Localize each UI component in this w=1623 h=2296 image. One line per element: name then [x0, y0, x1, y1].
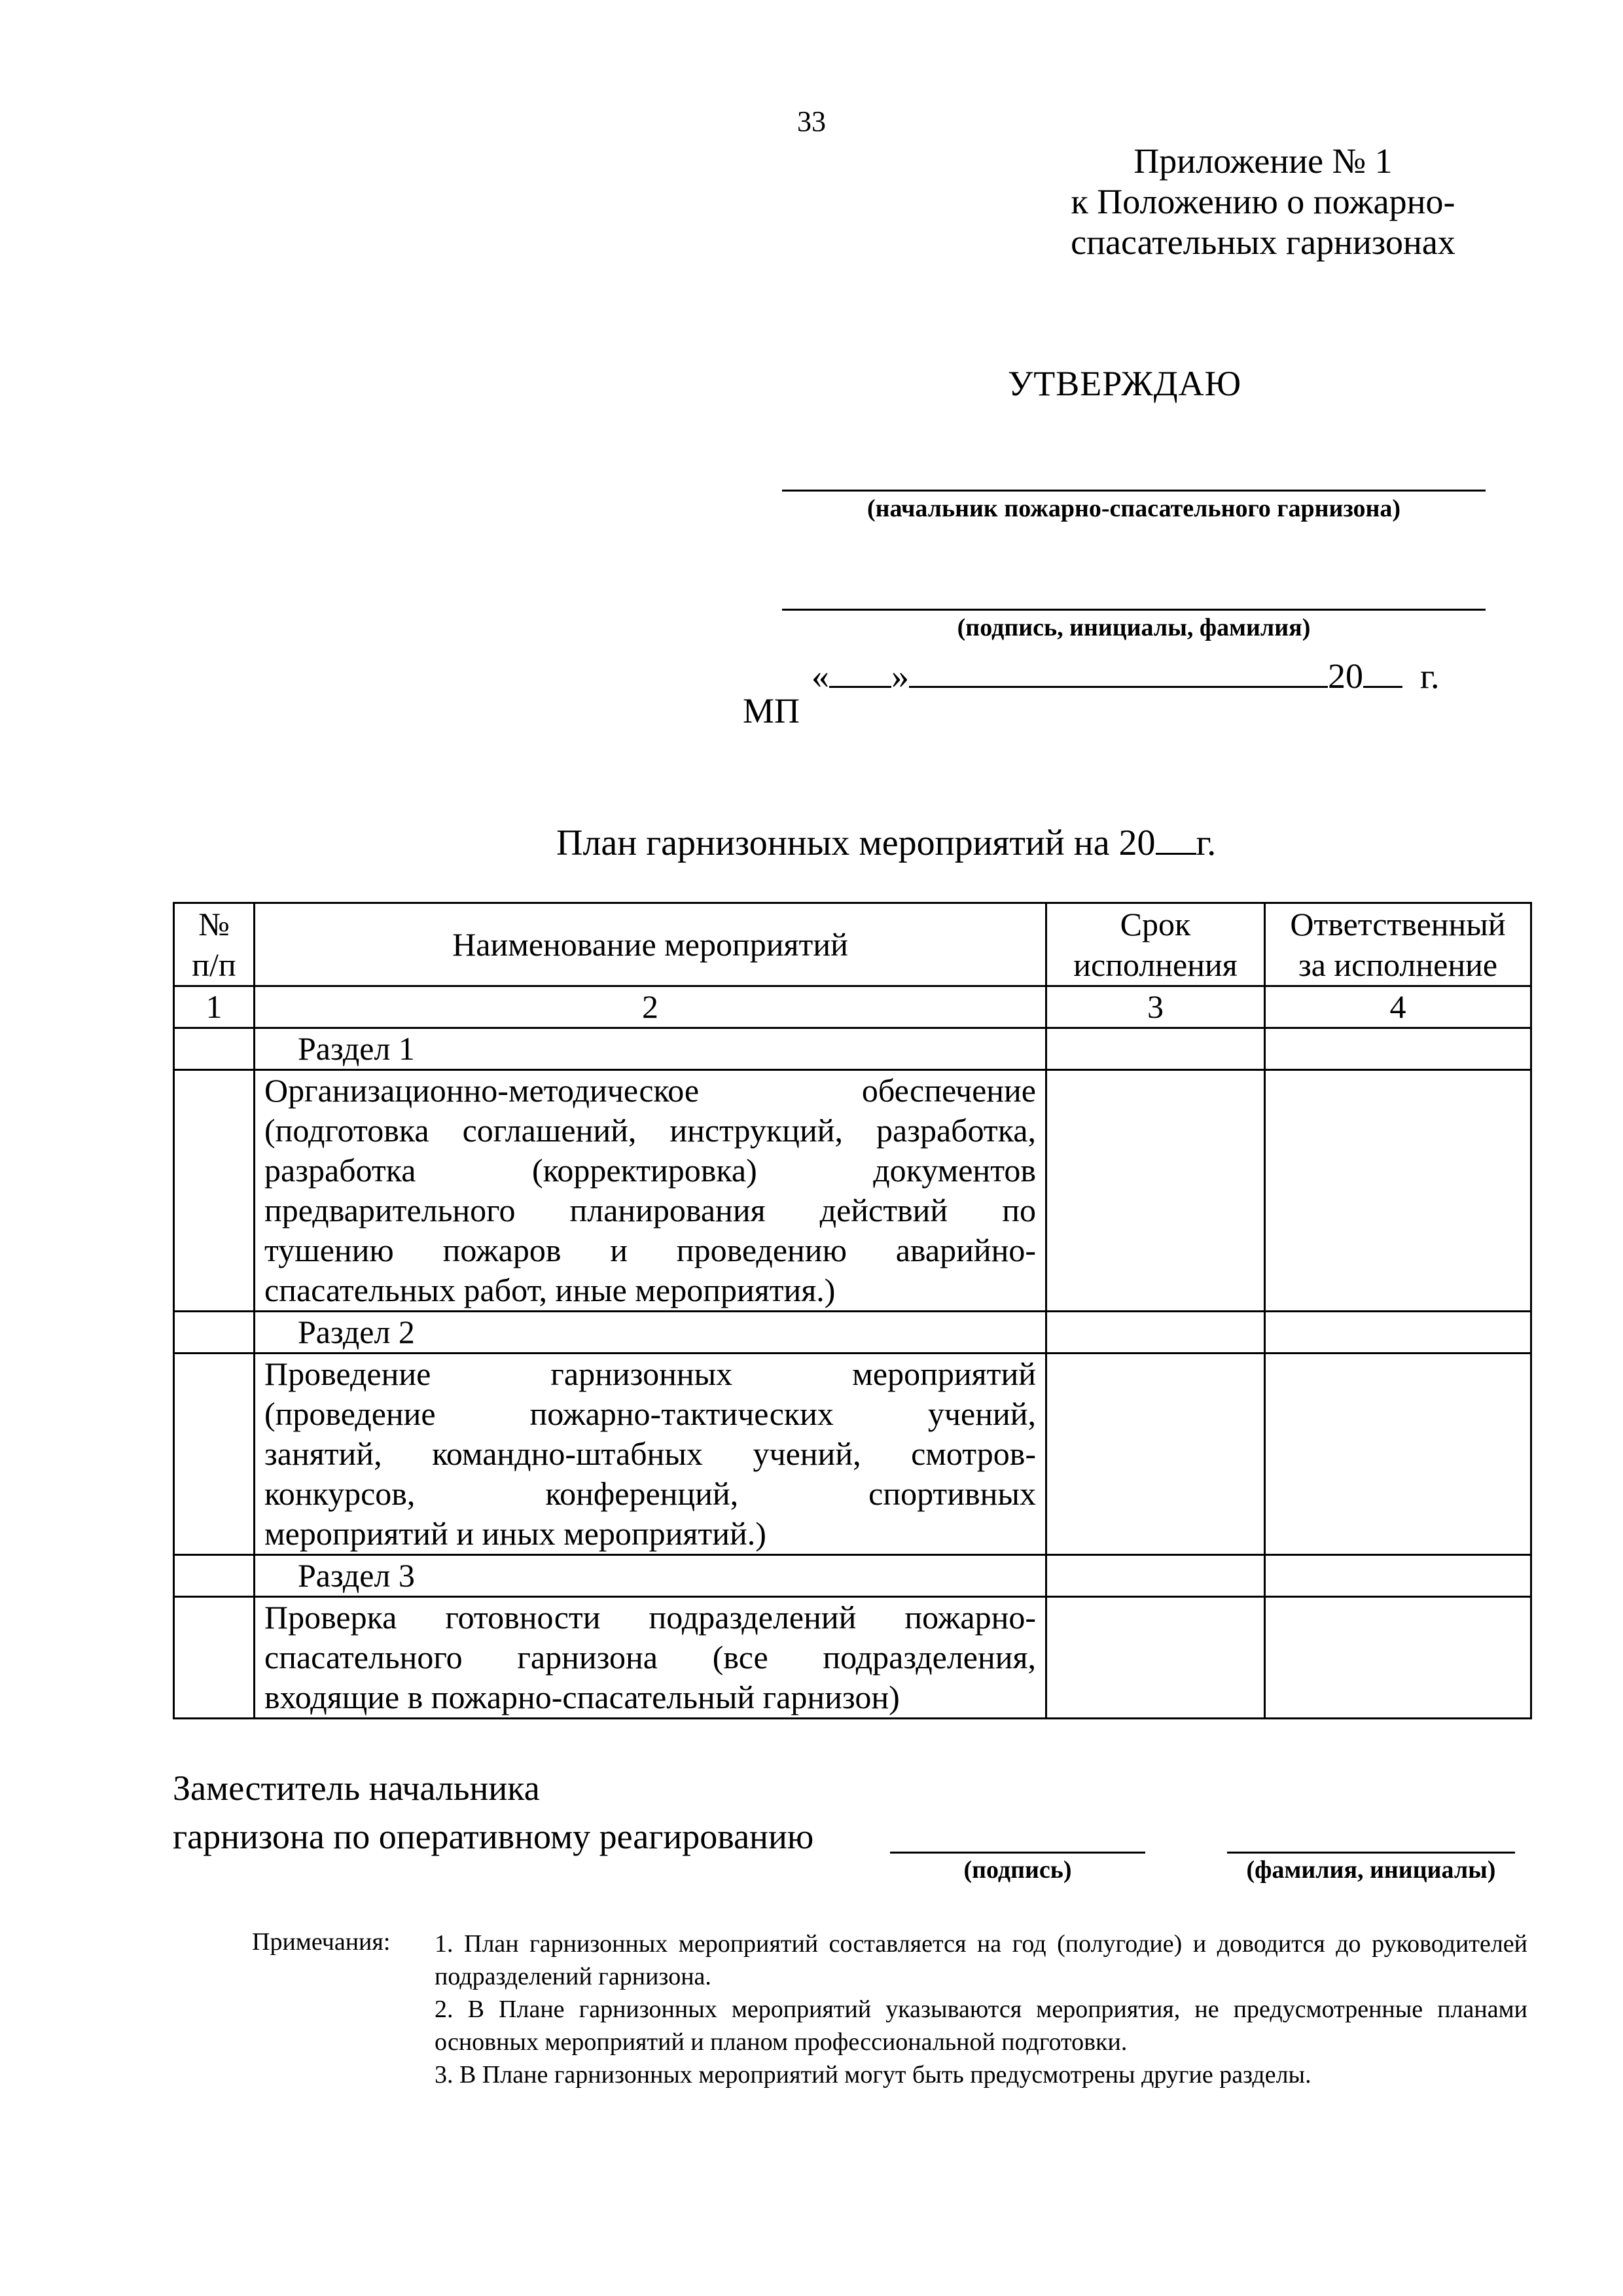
column-number: 1: [174, 986, 255, 1028]
header-number-line-1: №: [198, 906, 230, 942]
section-description: [255, 1597, 1046, 1719]
description-line: предварительного планирования действий по: [264, 1192, 1036, 1229]
header-deadline-line-1: Срок: [1120, 906, 1191, 942]
column-number: 3: [1046, 986, 1265, 1028]
signature-caption: (подпись, инициалы, фамилия): [957, 614, 1311, 641]
description-line: спасательных работ, иные мероприятия.): [264, 1272, 836, 1308]
column-number: 4: [1265, 986, 1531, 1028]
plan-title: [556, 821, 1216, 864]
table-cell: [1046, 1028, 1265, 1070]
date-open-quote: «: [812, 656, 829, 696]
deputy-line-1: Заместитель начальника: [173, 1768, 540, 1808]
header-responsible: [1265, 903, 1531, 986]
description-line: входящие в пожарно-спасательный гарнизон): [264, 1679, 900, 1715]
table-cell: [174, 1312, 255, 1354]
note-item: 1. План гарнизонных мероприятий составляется на год (полугодие) и доводится до руководителей подразделений гарнизона.: [435, 1930, 1527, 1990]
table-cell: [174, 1555, 255, 1597]
section-label: Раздел 1: [255, 1028, 1046, 1070]
header-deadline: [1046, 903, 1265, 986]
appendix-line-1: Приложение № 1: [1133, 141, 1393, 181]
header-responsible-line-1: Ответственный: [1290, 906, 1506, 942]
table-cell: [1265, 1312, 1531, 1354]
table-row: [174, 1070, 1531, 1312]
table-cell: [174, 1597, 255, 1719]
month-blank: [909, 655, 1328, 688]
section-label: Раздел 2: [255, 1312, 1046, 1354]
note-item: 2. В Плане гарнизонных мероприятий указываются мероприятия, не предусмотренные планами основных мероприятий и планом профессиональной подготовки.: [435, 1996, 1527, 2056]
table-cell: [1265, 1028, 1531, 1070]
plan-title-prefix: План гарнизонных мероприятий на 20: [556, 823, 1156, 863]
table-header-row: [174, 903, 1531, 986]
table-row: [174, 1597, 1531, 1719]
year-prefix: 20: [1328, 656, 1363, 696]
description-line: Проведение гарнизонных мероприятий: [264, 1355, 1036, 1392]
header-deadline-line-2: исполнения: [1073, 946, 1238, 983]
table-cell: [1265, 1555, 1531, 1597]
note-item: 3. В Плане гарнизонных мероприятий могут быть предусмотрены другие разделы.: [435, 2061, 1311, 2089]
garrison-head-line: [782, 490, 1486, 492]
column-number-row: [174, 986, 1531, 1028]
deputy-name-caption: (фамилия, инициалы): [1246, 1856, 1496, 1884]
page-number: 33: [797, 105, 826, 137]
section-description: [255, 1354, 1046, 1555]
description-line: занятий, командно-штабных учений, смотров-: [264, 1435, 1036, 1472]
day-blank: [829, 655, 891, 688]
table-cell: [1046, 1555, 1265, 1597]
stamp-mark: МП: [743, 691, 800, 730]
table-row: [174, 1354, 1531, 1555]
table-cell: [174, 1070, 255, 1312]
table-cell: [1265, 1597, 1531, 1719]
deputy-signature-line: [890, 1852, 1145, 1854]
signature-line: [782, 609, 1486, 611]
table-cell: [174, 1354, 255, 1555]
table-cell: [1265, 1354, 1531, 1555]
notes-label: Примечания:: [252, 1928, 391, 1956]
header-responsible-line-2: за исполнение: [1298, 946, 1498, 983]
section-label: Раздел 3: [255, 1555, 1046, 1597]
header-name: Наименование мероприятий: [255, 903, 1046, 986]
year-suffix: г.: [1420, 656, 1440, 696]
section-description: [255, 1070, 1046, 1312]
deputy-block: [173, 1764, 813, 1861]
table-cell: [1046, 1354, 1265, 1555]
description-line: (проведение пожарно-тактических учений,: [264, 1395, 1036, 1432]
table-cell: [1046, 1070, 1265, 1312]
appendix-line-2: к Положению о пожарно-: [1071, 182, 1455, 221]
table-cell: [1046, 1312, 1265, 1354]
description-line: мероприятий и иных мероприятий.): [264, 1515, 766, 1552]
description-line: тушению пожаров и проведению аварийно-: [264, 1232, 1036, 1268]
section-row: [174, 1028, 1531, 1070]
garrison-head-caption: (начальник пожарно-спасательного гарнизона): [866, 495, 1401, 522]
plan-table: [173, 902, 1532, 1719]
year-blank: [1363, 655, 1402, 688]
approval-title: УТВЕРЖДАЮ: [1008, 364, 1242, 403]
table-cell: [174, 1028, 255, 1070]
header-number-line-2: п/п: [192, 946, 236, 983]
description-line: Проверка готовности подразделений пожарно-: [264, 1599, 1036, 1636]
description-line: (подготовка соглашений, инструкций, разработка,: [264, 1112, 1036, 1149]
deputy-line-2: гарнизона по оперативному реагированию: [173, 1817, 814, 1856]
section-row: [174, 1555, 1531, 1597]
appendix-header: [1018, 141, 1508, 262]
plan-year-blank: [1156, 821, 1196, 855]
plan-title-suffix: г.: [1196, 823, 1217, 863]
notes-list: [435, 1928, 1527, 2091]
table-cell: [1046, 1597, 1265, 1719]
description-line: спасательного гарнизона (все подразделения,: [264, 1639, 1036, 1676]
table-cell: [1265, 1070, 1531, 1312]
section-row: [174, 1312, 1531, 1354]
deputy-signature-caption: (подпись): [963, 1856, 1072, 1884]
appendix-line-3: спасательных гарнизонах: [1071, 223, 1455, 262]
description-line: разработка (корректировка) документов: [264, 1152, 1036, 1189]
approval-date: [812, 655, 1440, 696]
description-line: конкурсов, конференций, спортивных: [264, 1475, 1036, 1512]
header-number: [174, 903, 255, 986]
description-line: Организационно-методическое обеспечение: [264, 1072, 1036, 1109]
deputy-name-line: [1227, 1852, 1515, 1854]
column-number: 2: [255, 986, 1046, 1028]
date-close-quote: »: [891, 656, 909, 696]
